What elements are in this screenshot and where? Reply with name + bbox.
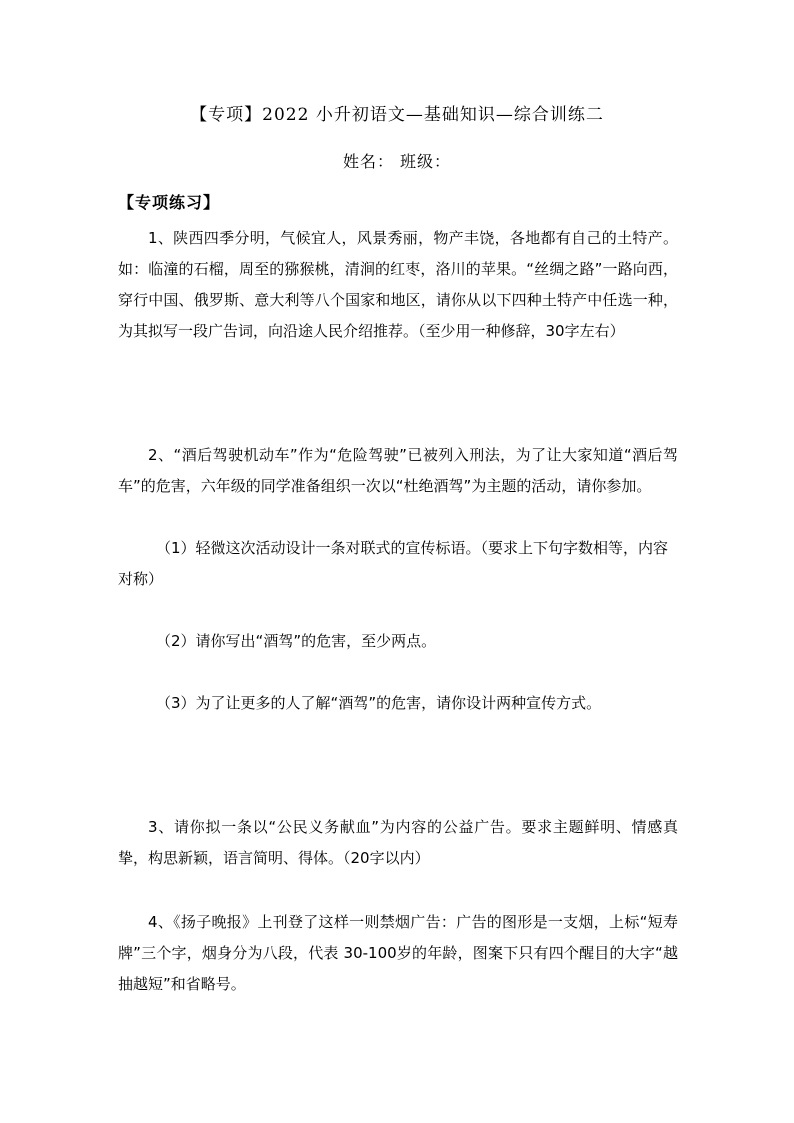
question-1: 1、陕西四季分明，气候宜人，风景秀丽，物产丰饶，各地都有自己的土特产。如：临潼的石榴，周至的猕猴桃，清涧的红枣，洛川的苹果。“丝绸之路”一路向西，穿行中国、俄罗斯、意大利等八个国家和地区，请你从以下四种土特产中任选一种，为其拟写一段广告词，向沿途人民介绍推荐。（至少用一种修辞，30字左右） — [118, 229, 678, 340]
question-2-part-1: （1）轻微这次活动设计一条对联式的宣传标语。（要求上下句字数相等，内容对称） — [118, 539, 669, 588]
name-class-line: 姓名： 班级： — [342, 152, 452, 171]
question-2-part-3: （3）为了让更多的人了解“酒驾”的危害，请你设计两种宣传方式。 — [156, 694, 602, 712]
question-2-part-2: （2）请你写出“酒驾”的危害，至少两点。 — [156, 632, 437, 650]
page-title: 【专项】2022 小升初语文—基础知识—综合训练二 — [190, 105, 604, 125]
question-4: 4、《扬子晚报》上刊登了这样一则禁烟广告：广告的图形是一支烟，上标“短寿牌”三个字，烟身分为八段，代表 30-100岁的年龄，图案下只有四个醒目的大字“越抽越短”和省略号。 — [118, 913, 678, 993]
question-3: 3、请你拟一条以“公民义务献血”为内容的公益广告。要求主题鲜明、情感真挚，构思新颖，语言简明、得体。（20字以内） — [118, 818, 678, 867]
section-heading: 【专项练习】 — [118, 193, 221, 212]
question-2: 2、“酒后驾驶机动车”作为“危险驾驶”已被列入刑法，为了让大家知道“酒后驾车”的危害，六年级的同学准备组织一次以“杜绝酒驾”为主题的活动，请你参加。 — [118, 446, 678, 495]
